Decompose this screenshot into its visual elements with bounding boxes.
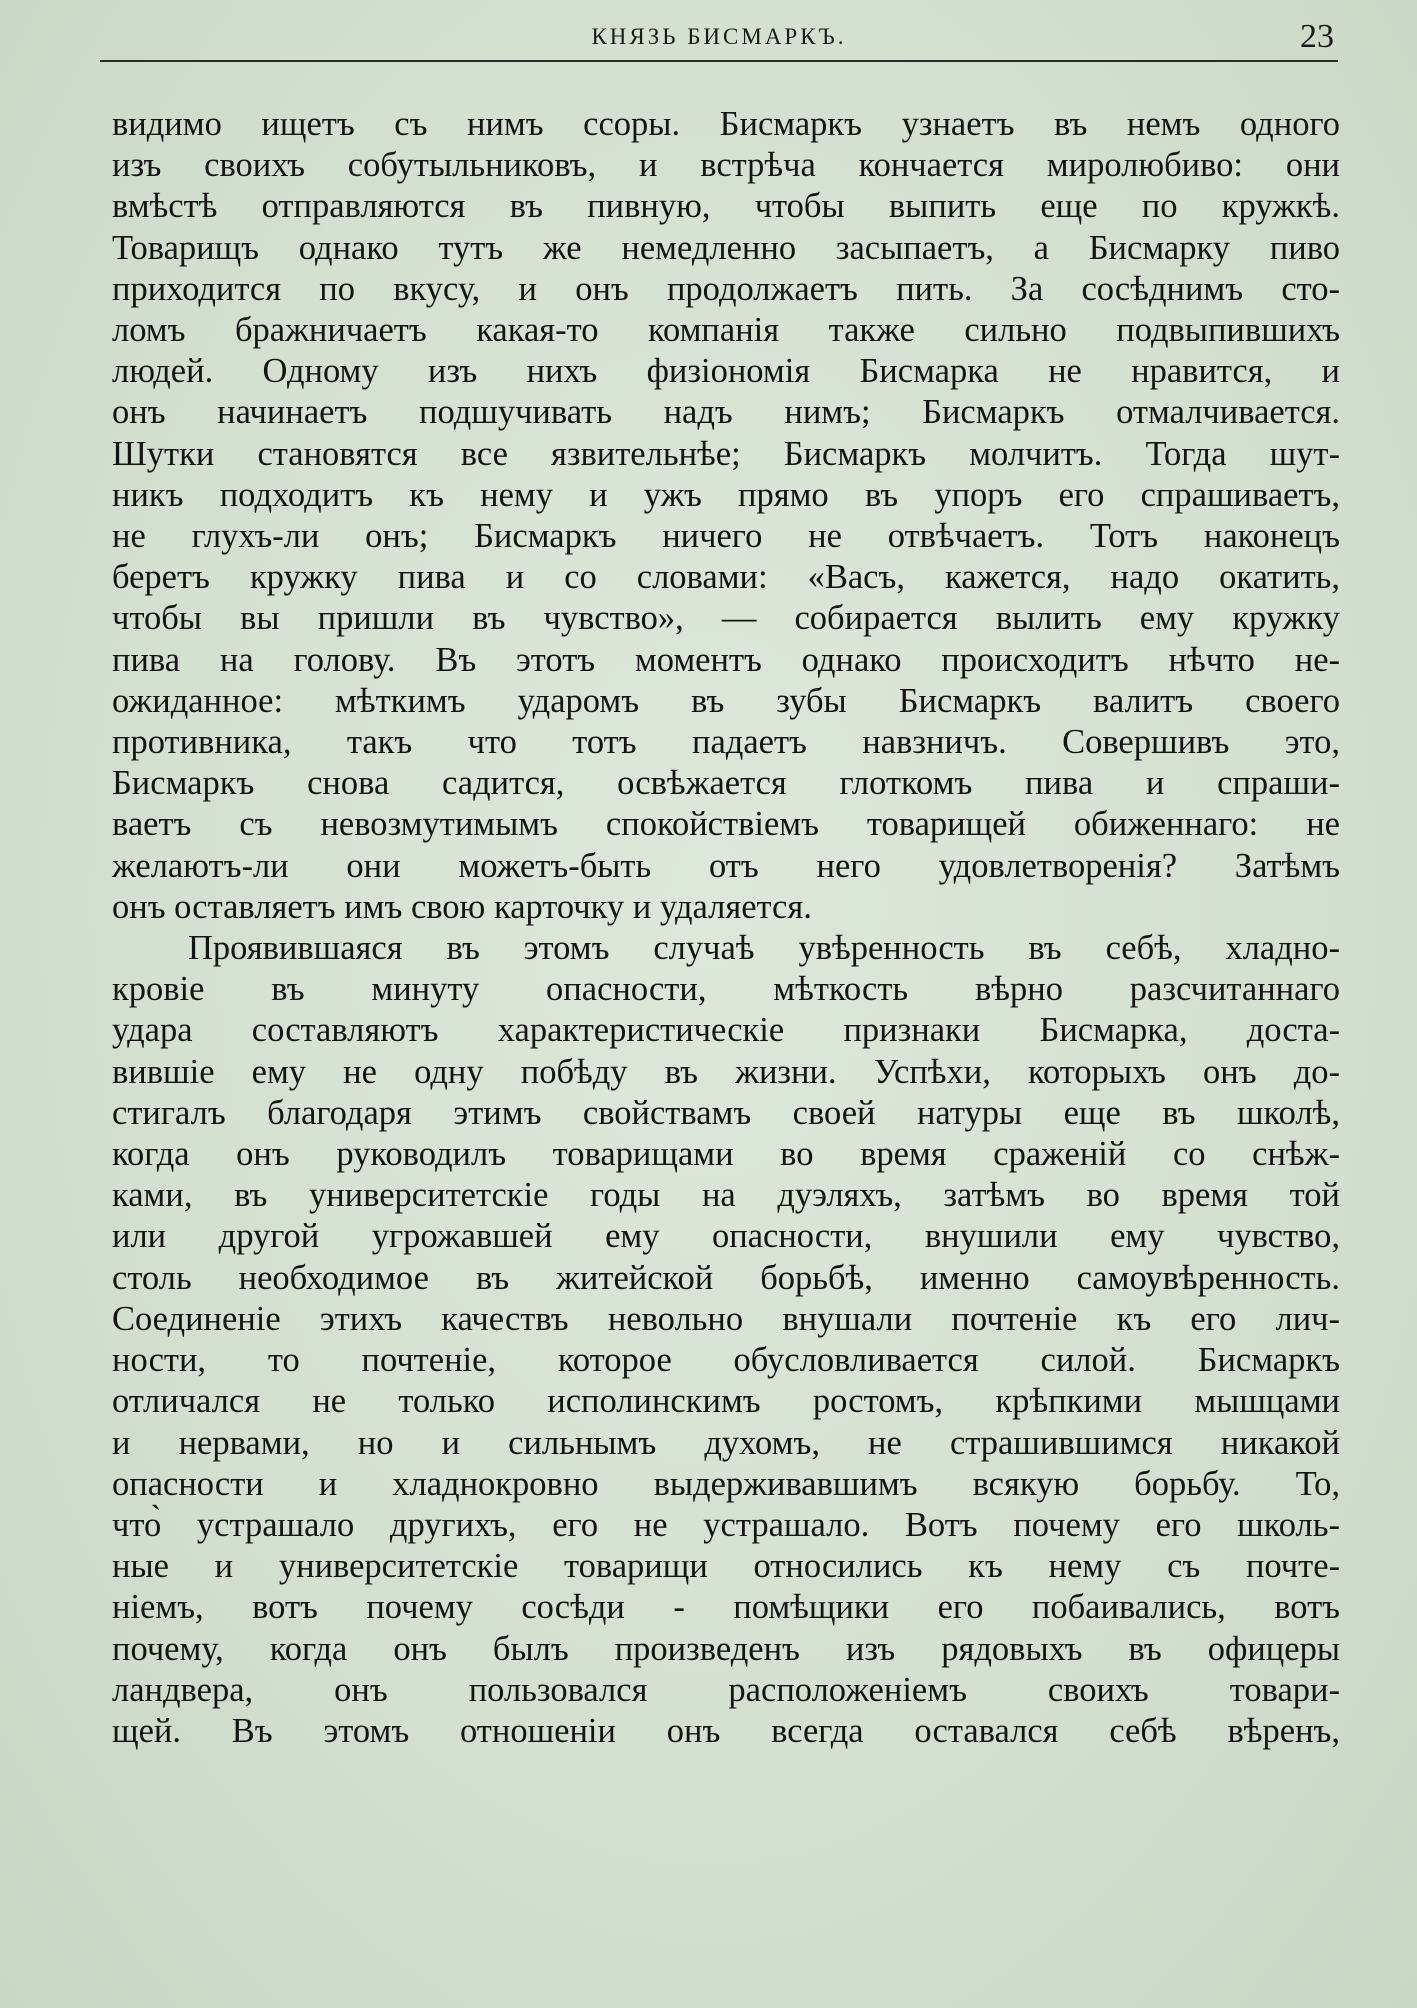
text-line: ніемъ, вотъ почему сосѣди - помѣщики его побаивались, вотъ (112, 1588, 1340, 1627)
paragraph-1 (112, 104, 1340, 928)
text-line: желаютъ-ли они можетъ-быть отъ него удовлетворенія? Затѣмъ (112, 846, 1340, 885)
text-line: не глухъ-ли онъ; Бисмаркъ ничего не отвѣчаетъ. Тотъ наконецъ (112, 517, 1340, 556)
text-line: вмѣстѣ отправляются въ пивную, чтобы выпить еще по кружкѣ. (112, 187, 1340, 226)
running-title: КНЯЗЬ БИСМАРКЪ. (591, 24, 847, 49)
text-line: Шутки становятся все язвительнѣе; Бисмаркъ молчитъ. Тогда шут- (112, 434, 1340, 473)
text-line: щей. Въ этомъ отношеніи онъ всегда оставался себѣ вѣренъ, (112, 1711, 1340, 1750)
text-line: отличался не только исполинскимъ ростомъ, крѣпкими мышцами (112, 1382, 1340, 1421)
text-line: ваетъ съ невозмутимымъ спокойствіемъ товарищей обиженнаго: не (112, 805, 1340, 844)
text-line: Товарищъ однако тутъ же немедленно засыпаетъ, а Бисмарку пиво (112, 228, 1340, 267)
text-line: онъ начинаетъ подшучивать надъ нимъ; Бисмаркъ отмалчивается. (112, 393, 1340, 432)
page-number: 23 (1300, 18, 1334, 55)
paragraph-2 (112, 928, 1340, 1752)
text-line: почему, когда онъ былъ произведенъ изъ рядовыхъ въ офицеры (112, 1629, 1340, 1668)
text-line: противника, такъ что тотъ падаетъ навзничъ. Совершивъ это, (112, 723, 1340, 762)
text-line: чтобы вы пришли въ чувство», — собирается вылить ему кружку (112, 599, 1340, 638)
text-line: что̀ устрашало другихъ, его не устрашало. Вотъ почему его школь- (112, 1505, 1340, 1544)
text-line: стигалъ благодаря этимъ свойствамъ своей натуры еще въ школѣ, (112, 1093, 1340, 1132)
text-line: ломъ бражничаетъ какая-то компанія также сильно подвыпившихъ (112, 311, 1340, 350)
text-line: людей. Одному изъ нихъ физіономія Бисмарка не нравится, и (112, 352, 1340, 391)
text-line: онъ оставляетъ имъ свою карточку и удаляется. (112, 887, 812, 926)
running-head (100, 18, 1338, 62)
text-line: когда онъ руководилъ товарищами во время сраженій со снѣж- (112, 1135, 1340, 1174)
text-line: и нервами, но и сильнымъ духомъ, не страшившимся никакой (112, 1423, 1340, 1462)
text-line: ками, въ университетскіе годы на дуэляхъ, затѣмъ во время той (112, 1176, 1340, 1215)
body-text (112, 104, 1340, 1752)
text-line: опасности и хладнокровно выдерживавшимъ всякую борьбу. То, (112, 1464, 1340, 1503)
text-line: никъ подходитъ къ нему и ужъ прямо въ упоръ его спрашиваетъ, (112, 475, 1340, 514)
text-line: или другой угрожавшей ему опасности, внушили ему чувство, (112, 1217, 1340, 1256)
header-rule (100, 60, 1338, 62)
text-line: Бисмаркъ снова садится, освѣжается глоткомъ пива и спраши- (112, 764, 1340, 803)
text-line: Проявившаяся въ этомъ случаѣ увѣренность въ себѣ, хладно- (188, 929, 1340, 968)
text-line: приходится по вкусу, и онъ продолжаетъ пить. За сосѣднимъ сто- (112, 269, 1340, 308)
text-line: ландвера, онъ пользовался расположеніемъ своихъ товари- (112, 1670, 1340, 1709)
text-line: беретъ кружку пива и со словами: «Васъ, кажется, надо окатить, (112, 558, 1340, 597)
text-line: вившіе ему не одну побѣду въ жизни. Успѣхи, которыхъ онъ до- (112, 1052, 1340, 1091)
text-line: видимо ищетъ съ нимъ ссоры. Бисмаркъ узнаетъ въ немъ одного (112, 105, 1340, 143)
text-line: Соединеніе этихъ качествъ невольно внушали почтеніе къ его лич- (112, 1299, 1340, 1338)
text-line: пива на голову. Въ этотъ моментъ однако происходитъ нѣчто не- (112, 640, 1340, 679)
text-line: изъ своихъ собутыльниковъ, и встрѣча кончается миролюбиво: они (112, 146, 1340, 185)
text-line: кровіе въ минуту опасности, мѣткость вѣрно разсчитаннаго (112, 970, 1340, 1009)
text-line: ные и университетскіе товарищи относились къ нему съ почте- (112, 1547, 1340, 1586)
text-line: столь необходимое въ житейской борьбѣ, именно самоувѣренность. (112, 1258, 1340, 1297)
text-line: ности, то почтеніе, которое обусловливается силой. Бисмаркъ (112, 1341, 1340, 1380)
text-line: ожиданное: мѣткимъ ударомъ въ зубы Бисмаркъ валитъ своего (112, 681, 1340, 720)
text-line: удара составляютъ характеристическіе признаки Бисмарка, доста- (112, 1011, 1340, 1050)
